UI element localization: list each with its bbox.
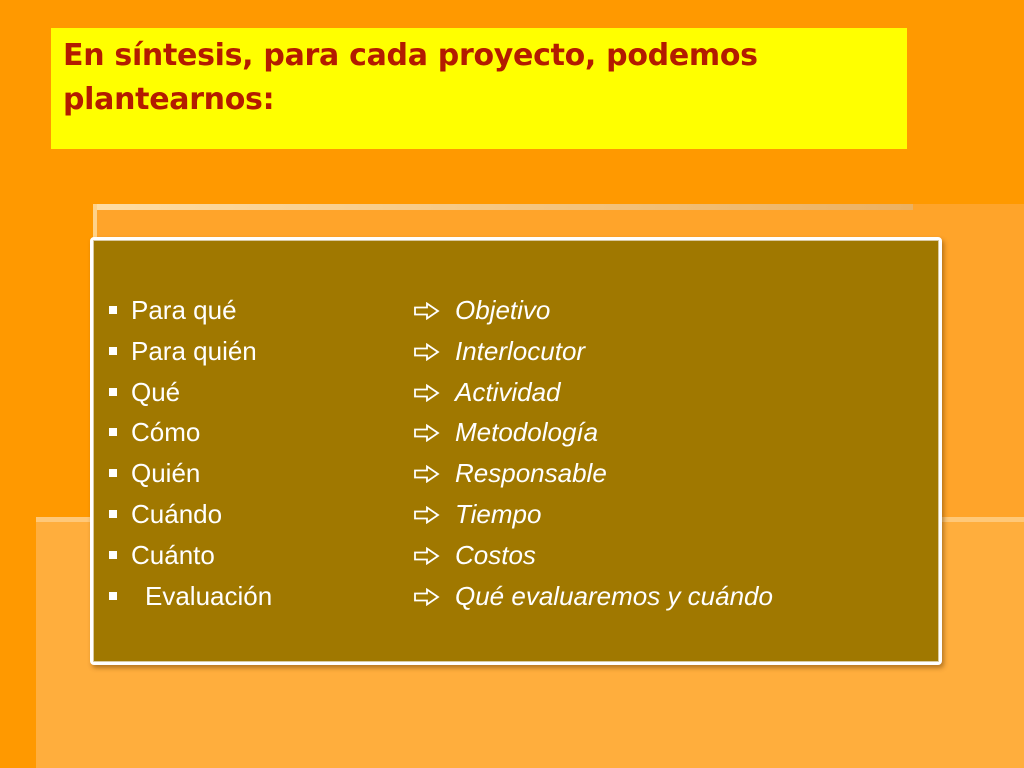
square-bullet-icon — [109, 306, 117, 314]
right-arrow-icon — [412, 494, 448, 534]
question-label: Para qué — [131, 295, 237, 325]
question-label: Para quién — [131, 335, 257, 366]
question-label: Evaluación — [145, 580, 273, 611]
list-item — [107, 494, 929, 535]
list-item — [107, 535, 929, 576]
square-bullet-icon — [109, 510, 117, 518]
title-box — [51, 28, 907, 149]
question-label: Qué — [131, 376, 181, 407]
answer-label: Costos — [455, 539, 536, 570]
list-item — [107, 412, 929, 453]
list-item — [107, 290, 929, 331]
right-arrow-icon — [412, 331, 448, 371]
question-list — [107, 290, 929, 616]
square-bullet-icon — [109, 428, 117, 436]
question-label: Cuánto — [131, 539, 215, 570]
question-label: Cuándo — [131, 498, 223, 529]
right-arrow-icon — [412, 412, 448, 452]
square-bullet-icon — [109, 347, 117, 355]
answer-label: Tiempo — [455, 498, 542, 529]
list-item — [107, 331, 929, 372]
right-arrow-icon — [412, 576, 448, 616]
answer-label: Responsable — [455, 458, 607, 489]
answer-label: Interlocutor — [455, 335, 586, 366]
right-arrow-icon — [412, 372, 448, 412]
answer-label: Metodología — [455, 417, 599, 448]
list-item — [107, 372, 929, 413]
answer-label: Objetivo — [455, 295, 551, 325]
answer-label: Qué evaluaremos y cuándo — [455, 580, 773, 611]
question-label: Cómo — [131, 417, 201, 448]
list-item — [107, 576, 929, 617]
square-bullet-icon — [109, 551, 117, 559]
content-panel — [90, 237, 942, 665]
square-bullet-icon — [109, 592, 117, 600]
decorative-band-upper-edge — [93, 204, 913, 210]
square-bullet-icon — [109, 388, 117, 396]
answer-label: Actividad — [455, 376, 561, 407]
list-item — [107, 453, 929, 494]
right-arrow-icon — [412, 290, 448, 330]
right-arrow-icon — [412, 535, 448, 575]
question-label: Quién — [131, 458, 201, 489]
slide-title: En síntesis, para cada proyecto, podemos plantearnos: — [63, 38, 758, 117]
square-bullet-icon — [109, 469, 117, 477]
right-arrow-icon — [412, 453, 448, 493]
